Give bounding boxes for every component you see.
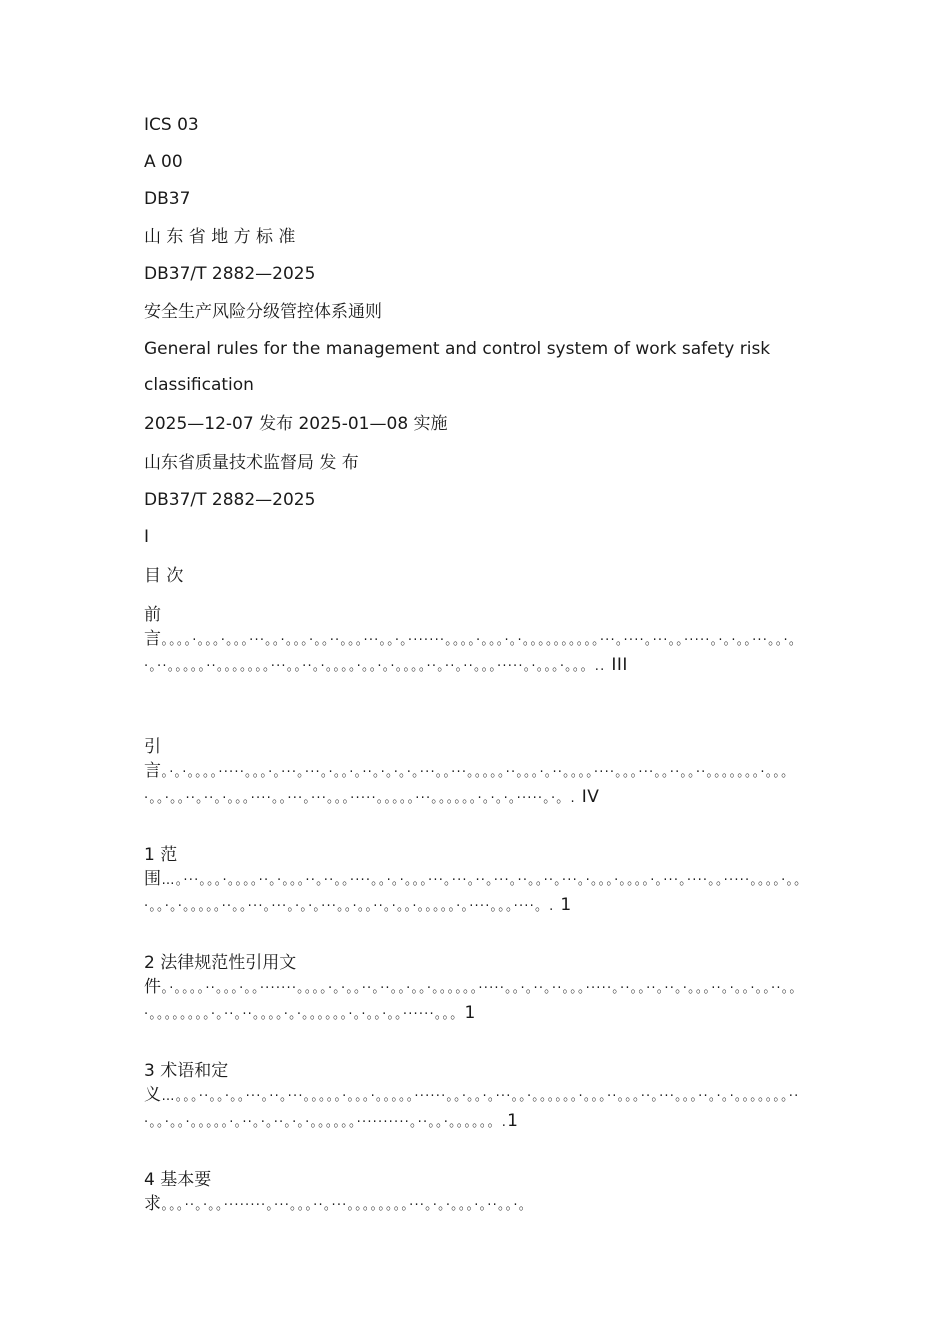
toc-entry-title: 1 范 [144, 845, 178, 865]
publish-dates: 2025—12-07 发布 2025-01—08 实施 [144, 414, 448, 434]
toc-entry-title: 4 基本要 [144, 1170, 212, 1190]
standard-category: 山 东 省 地 方 标 准 [144, 227, 296, 247]
ics-code: ICS 03 [144, 115, 199, 135]
toc-entry[interactable] [144, 975, 804, 1027]
toc-entry-lead: 义 [144, 1085, 162, 1105]
toc-entry-title: 引 [144, 737, 161, 757]
db-code: DB37 [144, 189, 191, 209]
toc-entry-title: 前 [144, 605, 161, 625]
standard-number: DB37/T 2882—2025 [144, 264, 316, 284]
toc-leader-dots: 。·。·。。。。·····。。。·。···。···。·。。·。··。·。·。·。···。。···。。。。。··。。。·。··。。。。····。。。···。。··。。··。。。。。。。·。。。·。。·。。··。··。·。。。····。。···。···。。。·····。。。。。···。。。。。。·。·。·。·····。·。. [144, 765, 789, 806]
toc-page-number: 1 [554, 895, 572, 915]
toc-entry-lead: 求 [144, 1194, 162, 1214]
issuer: 山东省质量技术监督局 发 布 [144, 453, 359, 473]
page-number-roman: I [144, 527, 150, 547]
toc-entry-title: 3 术语和定 [144, 1061, 229, 1081]
toc-entry-lead: 围 [144, 869, 162, 889]
toc-entry-title: 2 法律规范性引用文 [144, 953, 297, 973]
toc-heading: 目 次 [144, 566, 184, 586]
toc-entry[interactable] [144, 759, 804, 811]
toc-leader-dots: …。。。··。。·。。···。··。···。。。。。·。。。·。。。。。······。。·。。·。···。。·。。。。。。·。。。··。。。··。···。。。··。·。·。。。。。。。···。。·。。·。。。。。·。··。·。··。·。·。。。。。。··········。··。。·。。。。。。. [144, 1089, 800, 1130]
title-english-line1: General rules for the management and control system of work safety risk [144, 339, 771, 359]
toc-entry[interactable] [144, 627, 804, 679]
toc-page-number: 1 [507, 1111, 519, 1131]
toc-leader-dots: 。。。。·。。。·。。。···。。·。。。·。。··。。。···。。·。·······。。。。·。。。·。·。。。。。。。。。。···。····。···。。·····。·。·。。···。。·。·。··。。。。。··。。。。。。。···。。··。·。。。。·。。·。·。。。。··。··。··。。。·····。·。。。·。。。.. [144, 633, 797, 674]
toc-leader-dots: 。。。··。·。。········。···。。。··。···。。。。。。。。···。·。·。。。·。··。。·。 [161, 1198, 533, 1213]
toc-entry[interactable] [144, 1083, 804, 1135]
toc-leader-dots: 。·。。。。··。。。·。。·······。。。。·。·。。··。··。。·。。·。。。。。。·····。。·。··。··。。。·····。··。。··。··。·。。。··。·。。·。。··。。·。。。。。。。。·。··。··。。。。·。·。。。。。。·。·。。·。。······。。。 [144, 981, 798, 1022]
toc-entry[interactable] [144, 867, 804, 919]
title-english-line2: classification [144, 375, 254, 395]
title-chinese: 安全生产风险分级管控体系通则 [144, 302, 382, 322]
toc-entry-lead: 言 [144, 761, 162, 781]
running-header: DB37/T 2882—2025 [144, 490, 316, 510]
toc-entry[interactable] [144, 1192, 804, 1218]
toc-entry-lead: 言 [144, 629, 162, 649]
toc-entry-lead: 件 [144, 977, 162, 997]
ccs-code: A 00 [144, 152, 183, 172]
toc-page-number: IV [575, 787, 600, 807]
toc-page-number: III [605, 655, 628, 675]
toc-leader-dots: …。···。。。·。。。。··。·。。。··。··。。····。。·。·。。。···。···。··。···。··。。··。···。·。。。·。。。。·。···。····。。·····。。。。·。。·。。·。·。。。。。··。。···。···。·。·。···。。·。。··。·。。·。。。。。·。····。。。····。. [144, 873, 802, 914]
toc-page-number: 1 [464, 1003, 476, 1023]
